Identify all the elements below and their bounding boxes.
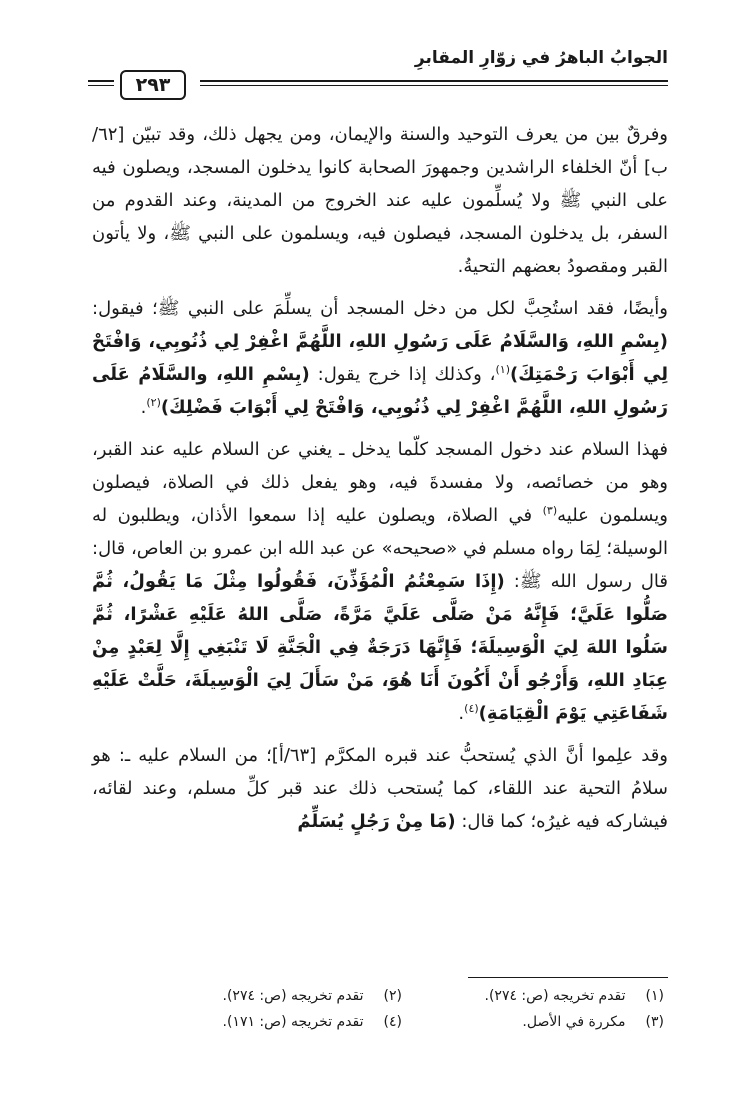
paragraph-text: وقد علِموا أنَّ الذي يُستحبُّ عند قبره المكرَّم [٦٣/أ]؛ من السلام عليه ـ: هو سلامُ التحية عند اللقاء، كما يُستحب ذلك عند قبر كلِّ مسلم، وعند لقائه، فيشاركه فيه غيرُه؛ كما قال:	[92, 745, 668, 832]
page-number: ٢٩٣	[120, 70, 186, 100]
footnote-number: (٢)	[383, 988, 402, 1004]
footnote-separator	[468, 977, 668, 978]
paragraph	[92, 433, 668, 730]
footnote	[402, 986, 664, 1006]
main-text	[92, 118, 668, 838]
paragraph-text: في الصلاة، ويصلون عليه إذا سمعوا الأذان، ويطلبون له الوسيلة؛ لِمَا رواه مسلم في «صحيحه» عن عبد الله ابن عمرو بن العاص، قال: قال رسول الله ﷺ:	[92, 505, 669, 592]
footnote	[140, 986, 402, 1006]
footnote-text: تقدم تخريجه (ص: ٢٧٤).	[484, 988, 626, 1004]
footnote	[402, 1012, 664, 1032]
footnote	[140, 1012, 402, 1032]
header-rule-left	[88, 80, 114, 82]
footnotes	[140, 986, 664, 1032]
footnote-ref: (٤)	[464, 702, 479, 715]
hadith-quote: (بِسْمِ اللهِ، وَالسَّلَامُ عَلَى رَسُولِ اللهِ، اللَّهُمَّ اغْفِرْ لِي ذُنُوبِي، وَافْتَحْ لِي أَبْوَابَ رَحْمَتِكَ)	[92, 331, 668, 385]
hadith-quote: (بِسْمِ اللهِ، والسَّلَامُ عَلَى رَسُولِ اللهِ، اللَّهُمَّ اغْفِرْ لِي ذُنُوبِي، وَافْتَحْ لِي أَبْوَابَ فَضْلِكَ)	[92, 364, 668, 418]
footnote-ref: (١)	[495, 363, 511, 376]
header-rule-right	[200, 80, 668, 82]
footnote-text: مكررة في الأصل.	[522, 1014, 626, 1030]
paragraph-text: وفرقٌ بين من يعرف التوحيد والسنة والإيمان، ومن يجهل ذلك، وقد تبيّن [٦٢/ب] أنّ الخلفاء الراشدين وجمهورَ الصحابة كانوا يدخلون المسجد، ويصلون فيه على النبي ﷺ ولا يُسلِّمون عليه عند الخروج من المدينة، وعند القدوم من السفر، بل يدخلون المسجد، فيصلون فيه، ويسلمون على النبي ﷺ، ولا يأتون القبر ومقصودُ بعضهم التحيةُ.	[92, 124, 668, 277]
paragraph-text: ، وكذلك إذا خرج يقول:	[309, 364, 496, 385]
hadith-quote: (مَا مِنْ رَجُلٍ يُسَلِّمُ	[297, 811, 456, 832]
paragraph-text: .	[140, 397, 147, 418]
header-rule-left-thin	[88, 85, 114, 86]
footnote-ref: (٣)	[542, 504, 558, 517]
footnote-ref: (٢)	[146, 396, 161, 409]
footnote-number: (١)	[645, 988, 664, 1004]
paragraph-text: وأيضًا، فقد استُحِبَّ لكل من دخل المسجد أن يسلِّمَ على النبي ﷺ؛ فيقول:	[92, 298, 668, 319]
page-header	[88, 40, 668, 110]
footnote-text: تقدم تخريجه (ص: ٢٧٤).	[222, 988, 364, 1004]
footnote-number: (٤)	[383, 1014, 402, 1030]
hadith-quote: (إِذَا سَمِعْتُمُ الْمُؤَذِّنَ، فَقُولُوا مِثْلَ مَا يَقُولُ، ثُمَّ صَلُّوا عَلَيَّ؛ فَإِنَّهُ مَنْ صَلَّى عَلَيَّ مَرَّةً، صَلَّى اللهُ عَلَيْهِ عَشْرًا، ثُمَّ سَلُوا اللهَ لِيَ الْوَسِيلَةَ؛ فَإِنَّهَا دَرَجَةٌ فِي الْجَنَّةِ لَا تَنْبَغِي إِلَّا لِعَبْدٍ مِنْ عِبَادِ اللهِ، وَأَرْجُو أَنْ أَكُونَ أَنَا هُوَ، مَنْ سَأَلَ لِيَ الْوَسِيلَةَ، حَلَّتْ عَلَيْهِ شَفَاعَتِي يَوْمَ الْقِيَامَةِ)	[92, 571, 668, 724]
footnote-text: تقدم تخريجه (ص: ١٧١).	[222, 1014, 364, 1030]
header-rule-right-thin	[200, 85, 668, 86]
paragraph	[92, 292, 668, 424]
paragraph	[92, 739, 668, 838]
paragraph-text: فهذا السلام عند دخول المسجد كلّما يدخل ـ يغني عن السلام عليه عند القبر، وهو من خصائصه، ولا مفسدةَ فيه، وهو يفعل ذلك في الصلاة، فيصلون ويسلمون عليه	[92, 439, 668, 526]
running-head-title: الجوابُ الباهرُ في زوّارِ المقابرِ	[414, 48, 668, 68]
paragraph-text: .	[458, 703, 465, 724]
footnote-number: (٣)	[645, 1014, 664, 1030]
paragraph	[92, 118, 668, 283]
